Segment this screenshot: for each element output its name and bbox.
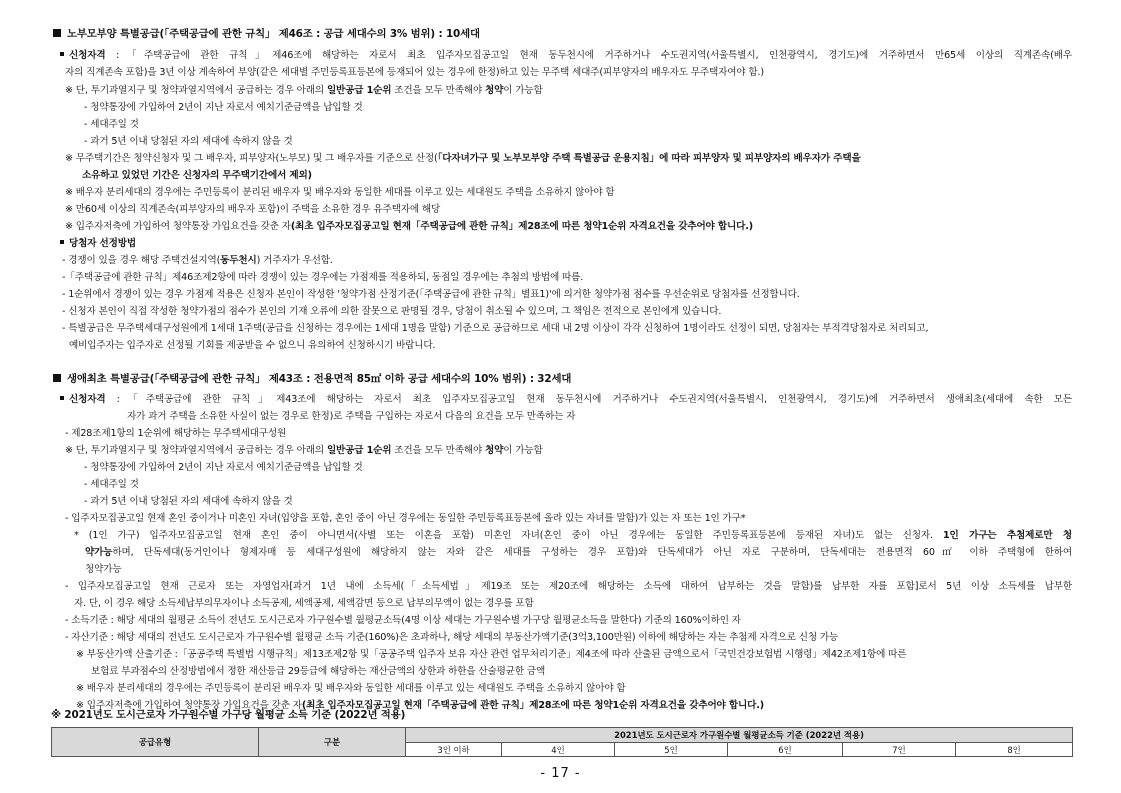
condition-item: - 과거 5년 이내 당첨된 자의 세대에 속하지 않을 것 <box>84 496 293 507</box>
selection-item: - 1순위에서 경쟁이 있는 경우 가점제 적용은 신청자 본인이 작성한 '청약가점 산정기준(「주택공급에 관한 규칙」별표1)'에 의거한 청약가점 점수를 우선순위로 당첨자를 선정합니다. <box>62 289 800 300</box>
household-size-header: 8인 <box>956 743 1073 757</box>
note-speculation-area: ※ 단, 투기과열지구 및 청약과열지역에서 공급하는 경우 아래의 일반공급 1순위 조건을 모두 만족해야 청약이 가능함 <box>65 85 543 96</box>
condition-item: - 청약통장에 가입하여 2년이 지난 자로서 예치기준금액을 납입할 것 <box>84 462 363 473</box>
household-size-header: 5인 <box>615 743 728 757</box>
supply-type-header: 공급유형 <box>52 728 259 757</box>
condition-item: - 세대주일 것 <box>84 119 139 130</box>
square-bullet-icon <box>53 29 61 37</box>
section-heading-parent-support: 노부모부양 특별공급(「주택공급에 관한 규칙」 제46조 : 공급 세대수의 3% 범위) : 10세대 <box>53 27 480 41</box>
note-spouse-separate: ※ 배우자 분리세대의 경우에는 주민등록이 분리된 배우자 및 배우자와 동일한 세대를 이루고 있는 세대원도 주택을 소유하지 않아야 함 <box>76 683 626 694</box>
selection-item: -「주택공급에 관한 규칙」제46조제2항에 따라 경쟁이 있는 경우에는 가점제를 적용하되, 동점일 경우에는 추첨의 방법에 따름. <box>62 272 584 283</box>
section-heading-first-life: 생애최초 특별공급(「주택공급에 관한 규칙」 제43조 : 전용면적 85㎡ 이하 공급 세대수의 10% 범위) : 32세대 <box>53 372 571 386</box>
category-header: 구분 <box>259 728 406 757</box>
note-savings: ※ 입주자저축에 가입하여 청약통장 가입요건을 갖춘 자(최초 입주자모집공고일 현재「주택공급에 관한 규칙」제28조에 따른 청약1순위 자격요건을 갖추어야 합니다.) <box>76 700 764 711</box>
household-size-header: 6인 <box>728 743 843 757</box>
qualification-line-cont: 자의 직계존속 포함)을 3년 이상 계속하여 부양(같은 세대별 주민등록표등본에 등재되어 있는 경우에 한정)하고 있는 무주택 세대주(피부양자의 배우자도 무주택자여야 함.) <box>65 67 765 78</box>
single-household-note-cont: 청약가능 <box>85 564 122 575</box>
qualification-line-cont: 자가 과거 주택을 소유한 사실이 없는 경우로 한정)로 주택을 구입하는 자로서 다음의 요건을 모두 만족하는 자 <box>127 411 576 422</box>
small-square-bullet-icon <box>60 396 64 400</box>
square-bullet-icon <box>53 374 61 382</box>
household-size-header: 7인 <box>843 743 956 757</box>
note-real-estate-value: ※ 부동산가액 산출기준 :「공공주택 특별법 시행규칙」제13조제2항 및「공공주택 입주자 보유 자산 관련 업무처리기준」제4조에 따라 산출된 금액으로서「국민건강보험법 시행령」제42조제1항에 따른 <box>76 649 907 660</box>
qualification-line: 신청자격 :「주택공급에 관한 규칙」제43조에 해당하는 자로서 최초 입주자모집공고일 현재 동두천시에 거주하거나 수도권지역(서울특별시, 인천광역시, 경기도)에 거주하면서 생애최초(세대에 속한 모든 <box>60 393 1072 407</box>
selection-item: - 특별공급은 무주택세대구성원에게 1세대 1주택(공급을 신청하는 경우에는 1세대 1명을 말함) 기준으로 공급하므로 세대 내 2명 이상이 각각 신청하여 1명이라도 선정이 되면, 당첨자는 부적격당첨자로 처리되고, <box>62 323 929 334</box>
selection-method-label: 당첨자 선정방법 <box>60 237 136 251</box>
income-tax-item-cont: 자. 단, 이 경우 해당 소득세납부의무자이나 소득공제, 세액공제, 세액감면 등으로 납부의무액이 없는 경우를 포함 <box>74 598 534 609</box>
income-criteria-item: - 소득기준 : 해당 세대의 월평균 소득이 전년도 도시근로자 가구원수별 월평균소득(4명 이상 세대는 가구원수별 가구당 월평균소득을 말한다) 기준의 160%이하인 자 <box>65 615 741 626</box>
selection-item: - 신청자 본인이 직접 작성한 청약가점의 점수가 본인의 기재 오류에 의한 잘못으로 판명될 경우, 당첨이 취소될 수 있으며, 그 책임은 전적으로 본인에게 있습니다. <box>62 306 722 317</box>
income-group-header: 2021년도 도시근로자 가구원수별 월평균소득 기준 (2022년 적용) <box>406 728 1073 743</box>
single-household-note-cont: 약가능하며, 단독세대(동거인이나 형제자매 등 세대구성원에 해당하지 않는 자와 같은 세대를 구성하는 경우 포함)와 단독세대가 아닌 자로 구분하며, 단독세대는 전용면적 60㎡ 이하 주택형에 한하여 <box>85 547 1072 558</box>
note-speculation-area: ※ 단, 투기과열지구 및 청약과열지역에서 공급하는 경우 아래의 일반공급 1순위 조건을 모두 만족해야 청약이 가능함 <box>65 445 543 456</box>
note-over60: ※ 만60세 이상의 직계존속(피부양자의 배우자 포함)이 주택을 소유한 경우 유주택자에 해당 <box>65 204 441 215</box>
married-or-child-item: - 입주자모집공고일 현재 혼인 중이거나 미혼인 자녀(입양을 포함, 혼인 중이 아닌 경우에는 동일한 주민등록표등본에 올라 있는 자녀를 말함)가 있는 자 또는 1인 가구* <box>65 513 746 524</box>
page-number: - 17 - <box>540 766 581 781</box>
qualification-line: 신청자격 :「주택공급에 관한 규칙」제46조에 해당하는 자로서 최초 입주자모집공고일 현재 동두천시에 거주하거나 수도권지역(서울특별시, 인천광역시, 경기도)에 거주하면서 만65세 이상의 직계존속(배우 <box>60 49 1072 63</box>
selection-item-cont: 예비입주자는 입주자로 선정될 기회를 제공받을 수 없으니 유의하여 신청하시기 바랍니다. <box>69 340 436 351</box>
income-criteria-table <box>51 727 1073 757</box>
condition-item: - 과거 5년 이내 당첨된 자의 세대에 속하지 않을 것 <box>84 136 293 147</box>
condition-item: - 청약통장에 가입하여 2년이 지난 자로서 예치기준금액을 납입할 것 <box>84 102 363 113</box>
note-real-estate-value-cont: 보험료 부과점수의 산정방법에서 정한 재산등급 29등급에 해당하는 재산금액의 상한과 하한을 산술평균한 금액 <box>91 666 546 677</box>
income-tax-item: - 입주자모집공고일 현재 근로자 또는 자영업자[과거 1년 내에 소득세(「소득세법」제19조 또는 제20조에 해당하는 소득에 대하여 납부하는 것을 말함)를 납부한 자를 포함]로서 5년 이상 소득세를 납부한 <box>65 581 1072 592</box>
condition-item: - 세대주일 것 <box>84 479 139 490</box>
small-square-bullet-icon <box>60 240 64 244</box>
asset-criteria-item: - 자산기준 : 해당 세대의 전년도 도시근로자 가구원수별 월평균 소득 기준(160%)은 초과하나, 해당 세대의 부동산가액기준(3억3,100만원) 이하에 해당하는 자는 추첨제 자격으로 신청 가능 <box>65 632 839 643</box>
income-table-heading: ※ 2021년도 도시근로자 가구원수별 가구당 월평균 소득 기준 (2022년 적용) <box>51 709 406 721</box>
first-priority-item: - 제28조제1항의 1순위에 해당하는 무주택세대구성원 <box>65 428 287 439</box>
single-household-note: * (1인 가구) 입주자모집공고일 현재 혼인 중이 아니면서(사별 또는 이혼을 포함) 미혼인 자녀(혼인 중이 아닌 경우에는 동일한 주민등록표등본에 등재된 자녀)도 없는 신청자. 1인 가구는 추첨제로만 청 <box>74 530 1072 541</box>
note-savings: ※ 입주자저축에 가입하여 청약통장 가입요건을 갖춘 자(최초 입주자모집공고일 현재「주택공급에 관한 규칙」제28조에 따른 청약1순위 자격요건을 갖추어야 합니다.) <box>65 221 753 232</box>
note-homeless-period: ※ 무주택기간은 청약신청자 및 그 배우자, 피부양자(노부모) 및 그 배우자를 기준으로 산정(「다자녀가구 및 노부모부양 주택 특별공급 운용지침」에 따라 피부양자 및 피부양자의 배우자가 주택을 <box>65 153 861 164</box>
household-size-header: 3인 이하 <box>406 743 502 757</box>
note-homeless-period-cont: 소유하고 있었던 기간은 신청자의 무주택기간에서 제외) <box>82 170 312 181</box>
selection-item: - 경쟁이 있을 경우 해당 주택건설지역(동두천시) 거주자가 우선함. <box>62 255 333 266</box>
note-spouse-separate: ※ 배우자 분리세대의 경우에는 주민등록이 분리된 배우자 및 배우자와 동일한 세대를 이루고 있는 세대원도 주택을 소유하지 않아야 함 <box>65 187 615 198</box>
small-square-bullet-icon <box>60 52 64 56</box>
household-size-header: 4인 <box>502 743 615 757</box>
